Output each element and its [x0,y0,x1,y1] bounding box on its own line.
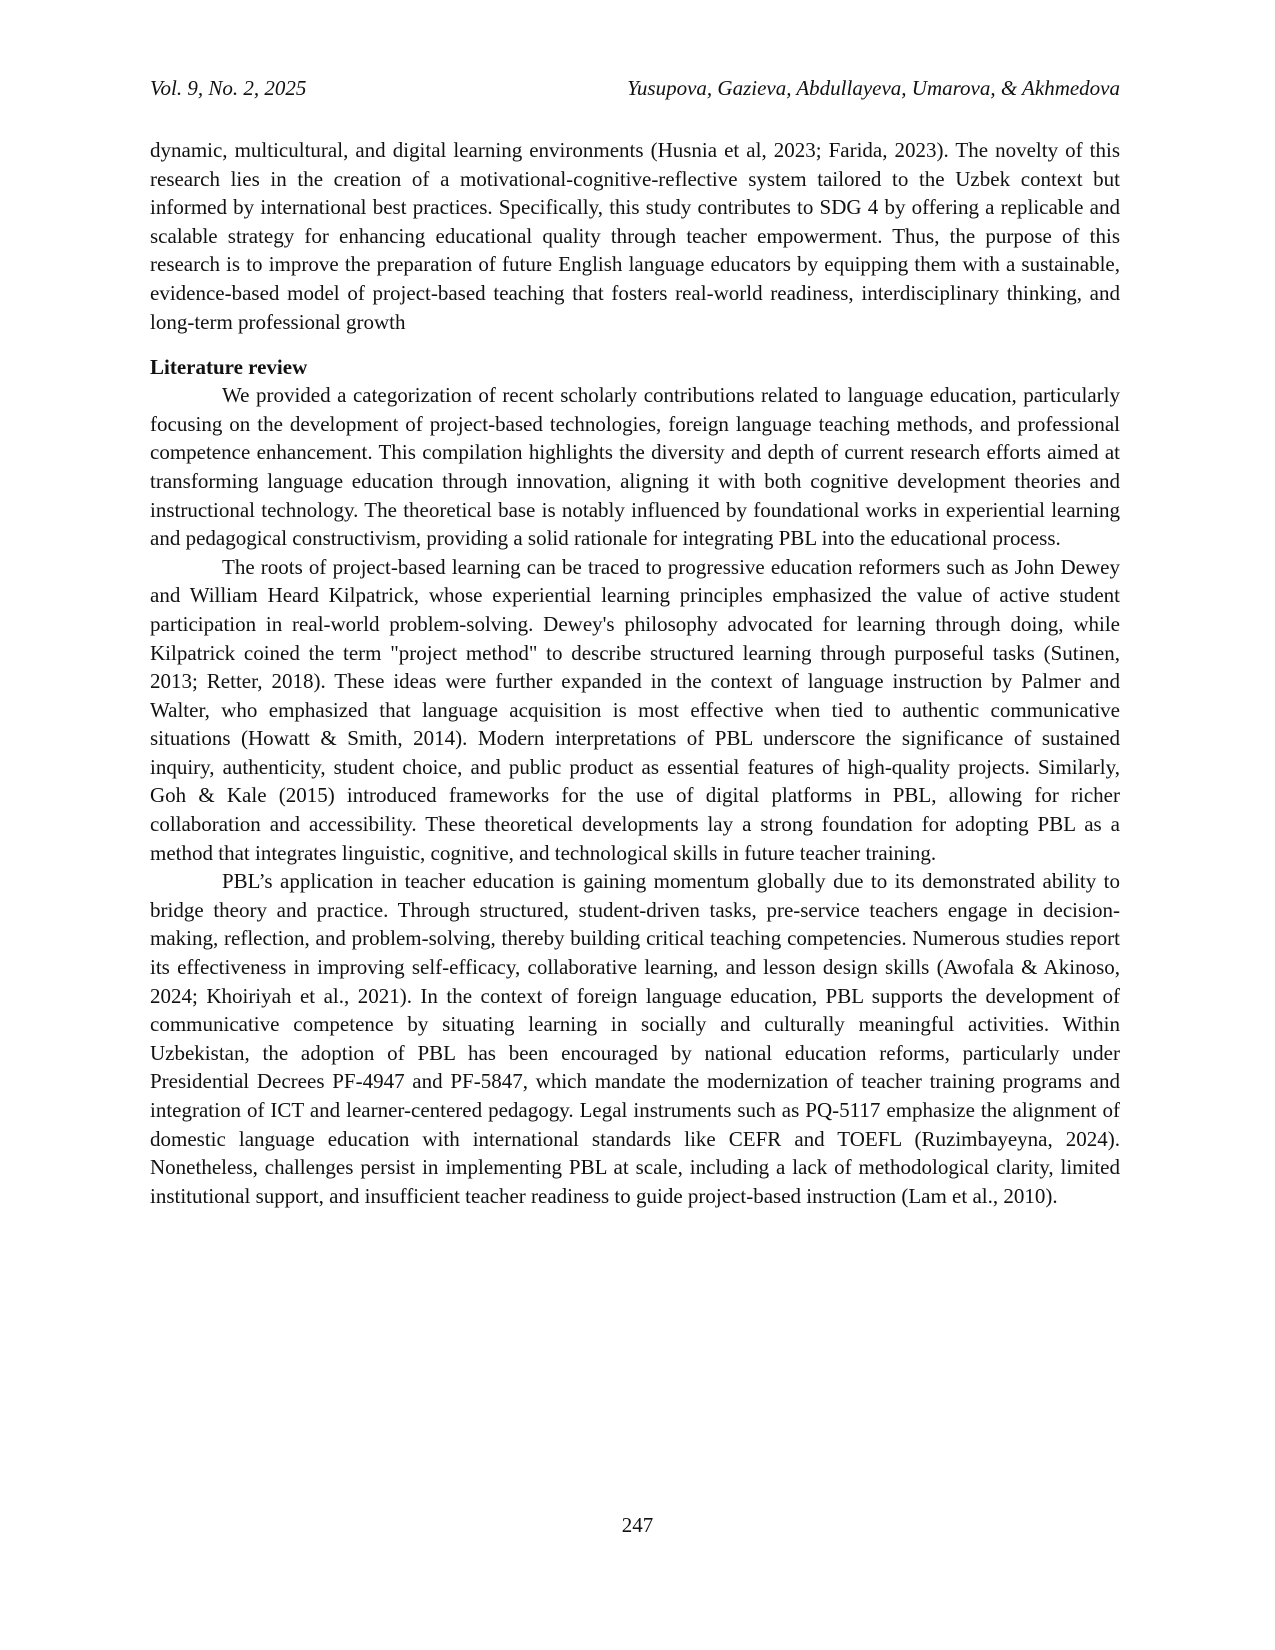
intro-paragraph: dynamic, multicultural, and digital learning environments (Husnia et al, 2023; Farida, 2023). The novelty of this research lies in the creation of a motivational-cognitive-reflective system tailored to the Uzbek context but informed by international best practices. Specifically, this study contributes to SDG 4 by offering a replicable and scalable strategy for enhancing educational quality through teacher empowerment. Thus, the purpose of this research is to improve the preparation of future English language educators by equipping them with a sustainable, evidence-based model of project-based teaching that fosters real-world readiness, interdisciplinary thinking, and long-term professional growth [150,138,1120,334]
authors-header: Yusupova, Gazieva, Abdullayeva, Umarova, & Akhmedova [627,76,1120,100]
page [150,76,1120,1210]
paragraph: PBL’s application in teacher education is gaining momentum globally due to its demonstrated ability to bridge theory and practice. Through structured, student-driven tasks, pre-service teachers engage in decision-making, reflection, and problem-solving, thereby building critical teaching competencies. Numerous studies report its effectiveness in improving self-efficacy, collaborative learning, and lesson design skills (Awofala & Akinoso, 2024; Khoiriyah et al., 2021). In the context of foreign language education, PBL supports the development of communicative competence by situating learning in socially and culturally meaningful activities. Within Uzbekistan, the adoption of PBL has been encouraged by national education reforms, particularly under Presidential Decrees PF-4947 and PF-5847, which mandate the modernization of teacher training programs and integration of ICT and learner-centered pedagogy. Legal instruments such as PQ-5117 emphasize the alignment of domestic language education with international standards like CEFR and TOEFL (Ruzimbayeyna, 2024). Nonetheless, challenges persist in implementing PBL at scale, including a lack of methodological clarity, limited institutional support, and insufficient teacher readiness to guide project-based instruction (Lam et al., 2010). [150,869,1120,1208]
running-header [150,76,1120,100]
journal-volume: Vol. 9, No. 2, 2025 [150,76,307,100]
article-body [150,136,1120,1210]
section-heading: Literature review [150,355,308,380]
page-number: 247 [621,1513,654,1537]
paragraph: The roots of project-based learning can be traced to progressive education reformers such as John Dewey and William Heard Kilpatrick, whose experiential learning principles emphasized the value of active student participation in real-world problem-solving. Dewey's philosophy advocated for learning through doing, while Kilpatrick coined the term "project method" to describe structured learning through purposeful tasks (Sutinen, 2013; Retter, 2018). These ideas were further expanded in the context of language instruction by Palmer and Walter, who emphasized that language acquisition is most effective when tied to authentic communicative situations (Howatt & Smith, 2014). Modern interpretations of PBL underscore the significance of sustained inquiry, authenticity, student choice, and public product as essential features of high-quality projects. Similarly, Goh & Kale (2015) introduced frameworks for the use of digital platforms in PBL, allowing for richer collaboration and accessibility. These theoretical developments lay a strong foundation for adopting PBL as a method that integrates linguistic, cognitive, and technological skills in future teacher training. [150,554,1120,865]
paragraph: We provided a categorization of recent scholarly contributions related to language education, particularly focusing on the development of project-based technologies, foreign language teaching methods, and professional competence enhancement. This compilation highlights the diversity and depth of current research efforts aimed at transforming language education through innovation, aligning it with both cognitive development theories and instructional technology. The theoretical base is notably influenced by foundational works in experiential learning and pedagogical constructivism, providing a solid rationale for integrating PBL into the educational process. [150,383,1120,551]
